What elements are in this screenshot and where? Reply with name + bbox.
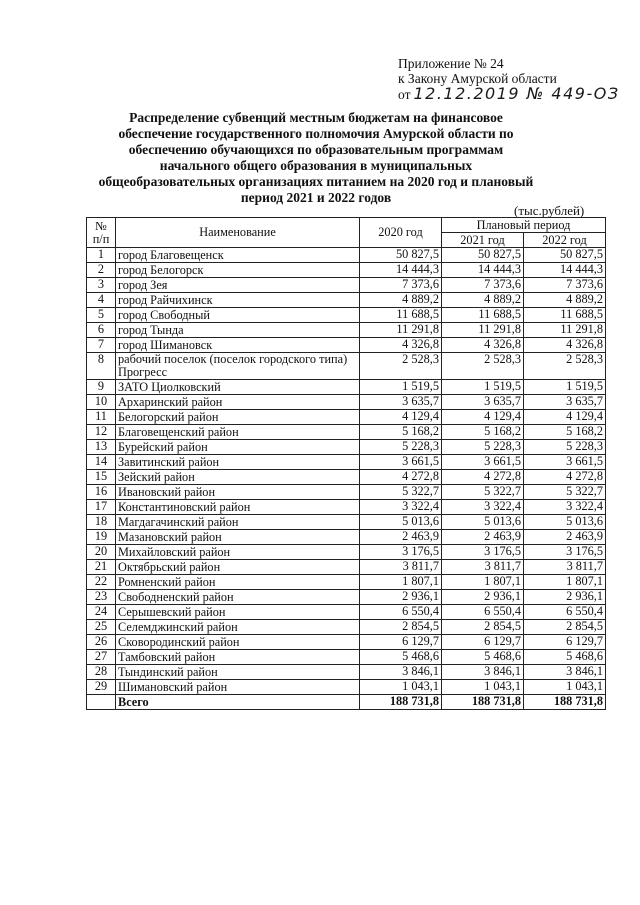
total-label: Всего — [116, 695, 360, 710]
header-2021: 2021 год — [442, 233, 524, 248]
amount-2020: 1 043,1 — [360, 680, 442, 695]
table-row — [87, 635, 606, 650]
document-title: Распределение субвенций местным бюджетам на финансовое обеспечение государственного полномочия Амурской области по обеспечению обучающихся по образовательным программам начального общего образования в муниципальных общеобразовательных организациях питанием на 2020 год и плановый период 2021 и 2022 годов — [98, 110, 534, 205]
municipality-name: Селемджинский район — [116, 620, 360, 635]
amount-2021: 3 176,5 — [442, 545, 524, 560]
municipality-name: Ивановский район — [116, 485, 360, 500]
amount-2022: 6 550,4 — [524, 605, 606, 620]
row-number: 21 — [87, 560, 116, 575]
amount-2020: 5 468,6 — [360, 650, 442, 665]
amount-2020: 3 846,1 — [360, 665, 442, 680]
row-number: 27 — [87, 650, 116, 665]
amount-2020: 3 176,5 — [360, 545, 442, 560]
amount-2022: 4 889,2 — [524, 293, 606, 308]
amount-2022: 2 528,3 — [524, 353, 606, 380]
amount-2022: 3 322,4 — [524, 500, 606, 515]
table-row — [87, 545, 606, 560]
amount-2020: 4 129,4 — [360, 410, 442, 425]
amount-2022: 4 326,8 — [524, 338, 606, 353]
row-number: 18 — [87, 515, 116, 530]
row-number: 24 — [87, 605, 116, 620]
amount-2020: 4 889,2 — [360, 293, 442, 308]
header-number: № п/п — [87, 218, 116, 248]
table-row — [87, 323, 606, 338]
amount-2021: 5 168,2 — [442, 425, 524, 440]
amount-2021: 1 519,5 — [442, 380, 524, 395]
amount-2022: 4 129,4 — [524, 410, 606, 425]
table-row — [87, 470, 606, 485]
amount-2021: 4 272,8 — [442, 470, 524, 485]
municipality-name: Константиновский район — [116, 500, 360, 515]
table-row — [87, 620, 606, 635]
row-number: 29 — [87, 680, 116, 695]
amount-2021: 4 889,2 — [442, 293, 524, 308]
table-body — [87, 248, 606, 710]
amount-2021: 3 846,1 — [442, 665, 524, 680]
amount-2021: 5 228,3 — [442, 440, 524, 455]
table-row — [87, 410, 606, 425]
amount-2021: 4 326,8 — [442, 338, 524, 353]
table-row — [87, 278, 606, 293]
municipality-name: Благовещенский район — [116, 425, 360, 440]
municipality-name: город Тында — [116, 323, 360, 338]
amount-2020: 1 519,5 — [360, 380, 442, 395]
table-row — [87, 650, 606, 665]
municipality-name: Архаринский район — [116, 395, 360, 410]
amount-2020: 14 444,3 — [360, 263, 442, 278]
municipality-name: Ромненский район — [116, 575, 360, 590]
amount-2020: 3 635,7 — [360, 395, 442, 410]
municipality-name: Октябрьский район — [116, 560, 360, 575]
header-2020: 2020 год — [360, 218, 442, 248]
row-number: 22 — [87, 575, 116, 590]
amount-2021: 3 661,5 — [442, 455, 524, 470]
amount-2020: 2 528,3 — [360, 353, 442, 380]
amount-2021: 50 827,5 — [442, 248, 524, 263]
table-row — [87, 560, 606, 575]
municipality-name: Тамбовский район — [116, 650, 360, 665]
municipality-name: Тындинский район — [116, 665, 360, 680]
subvention-table — [86, 217, 606, 710]
municipality-name: рабочий поселок (поселок городского типа) Прогресс — [116, 353, 360, 380]
amount-2022: 3 176,5 — [524, 545, 606, 560]
annex-date-prefix: от — [398, 87, 411, 102]
table-row — [87, 530, 606, 545]
amount-2022: 3 811,7 — [524, 560, 606, 575]
amount-2022: 1 519,5 — [524, 380, 606, 395]
amount-2020: 5 228,3 — [360, 440, 442, 455]
row-number: 19 — [87, 530, 116, 545]
row-number: 13 — [87, 440, 116, 455]
row-number: 20 — [87, 545, 116, 560]
amount-2021: 2 936,1 — [442, 590, 524, 605]
row-number: 6 — [87, 323, 116, 338]
row-number: 26 — [87, 635, 116, 650]
row-number: 10 — [87, 395, 116, 410]
row-number: 28 — [87, 665, 116, 680]
table-row — [87, 485, 606, 500]
amount-2021: 1 043,1 — [442, 680, 524, 695]
amount-2020: 4 272,8 — [360, 470, 442, 485]
amount-2020: 5 013,6 — [360, 515, 442, 530]
amount-2022: 3 846,1 — [524, 665, 606, 680]
table-row — [87, 680, 606, 695]
amount-2022: 5 168,2 — [524, 425, 606, 440]
amount-2020: 6 550,4 — [360, 605, 442, 620]
amount-2022: 14 444,3 — [524, 263, 606, 278]
amount-2021: 14 444,3 — [442, 263, 524, 278]
amount-2022: 1 807,1 — [524, 575, 606, 590]
municipality-name: город Зея — [116, 278, 360, 293]
table-row — [87, 338, 606, 353]
municipality-name: город Белогорск — [116, 263, 360, 278]
amount-2021: 2 528,3 — [442, 353, 524, 380]
row-number: 23 — [87, 590, 116, 605]
amount-2021: 6 129,7 — [442, 635, 524, 650]
annex-law-reference: к Закону Амурской области — [398, 71, 557, 86]
total-number-cell — [87, 695, 116, 710]
amount-2021: 2 854,5 — [442, 620, 524, 635]
table-row — [87, 500, 606, 515]
table-row — [87, 380, 606, 395]
table-row — [87, 353, 606, 380]
header-planned-period: Плановый период — [442, 218, 606, 233]
row-number: 5 — [87, 308, 116, 323]
row-number: 4 — [87, 293, 116, 308]
municipality-name: Мазановский район — [116, 530, 360, 545]
amount-2021: 2 463,9 — [442, 530, 524, 545]
amount-2021: 5 322,7 — [442, 485, 524, 500]
amount-2021: 5 468,6 — [442, 650, 524, 665]
municipality-name: город Райчихинск — [116, 293, 360, 308]
row-number: 2 — [87, 263, 116, 278]
amount-2022: 5 228,3 — [524, 440, 606, 455]
amount-2021: 11 688,5 — [442, 308, 524, 323]
table-row — [87, 263, 606, 278]
amount-2020: 6 129,7 — [360, 635, 442, 650]
header-2022: 2022 год — [524, 233, 606, 248]
municipality-name: Бурейский район — [116, 440, 360, 455]
amount-2021: 3 811,7 — [442, 560, 524, 575]
table-row — [87, 605, 606, 620]
amount-2020: 50 827,5 — [360, 248, 442, 263]
table-row — [87, 665, 606, 680]
amount-2022: 11 688,5 — [524, 308, 606, 323]
row-number: 17 — [87, 500, 116, 515]
header-name: Наименование — [116, 218, 360, 248]
municipality-name: Шимановский район — [116, 680, 360, 695]
amount-2022: 7 373,6 — [524, 278, 606, 293]
total-2022: 188 731,8 — [524, 695, 606, 710]
amount-2022: 2 463,9 — [524, 530, 606, 545]
row-number: 9 — [87, 380, 116, 395]
row-number: 25 — [87, 620, 116, 635]
amount-2022: 2 936,1 — [524, 590, 606, 605]
amount-2020: 2 463,9 — [360, 530, 442, 545]
amount-2020: 11 688,5 — [360, 308, 442, 323]
table-row — [87, 590, 606, 605]
amount-2021: 1 807,1 — [442, 575, 524, 590]
table-row — [87, 248, 606, 263]
amount-2021: 4 129,4 — [442, 410, 524, 425]
row-number: 7 — [87, 338, 116, 353]
amount-2022: 5 013,6 — [524, 515, 606, 530]
amount-2020: 3 322,4 — [360, 500, 442, 515]
amount-2022: 11 291,8 — [524, 323, 606, 338]
row-number: 3 — [87, 278, 116, 293]
table-row — [87, 425, 606, 440]
annex-number: Приложение № 24 — [398, 56, 504, 71]
row-number: 11 — [87, 410, 116, 425]
municipality-name: Серышевский район — [116, 605, 360, 620]
municipality-name: Зейский район — [116, 470, 360, 485]
amount-2022: 6 129,7 — [524, 635, 606, 650]
municipality-name: Магдагачинский район — [116, 515, 360, 530]
amount-2022: 3 635,7 — [524, 395, 606, 410]
amount-2020: 1 807,1 — [360, 575, 442, 590]
total-2021: 188 731,8 — [442, 695, 524, 710]
total-row — [87, 695, 606, 710]
amount-2020: 3 811,7 — [360, 560, 442, 575]
row-number: 12 — [87, 425, 116, 440]
amount-2021: 3 322,4 — [442, 500, 524, 515]
amount-2022: 5 322,7 — [524, 485, 606, 500]
annex-block — [398, 56, 620, 102]
table-row — [87, 515, 606, 530]
table-row — [87, 455, 606, 470]
table-row — [87, 395, 606, 410]
municipality-name: ЗАТО Циолковский — [116, 380, 360, 395]
amount-2021: 6 550,4 — [442, 605, 524, 620]
table-row — [87, 293, 606, 308]
amount-2020: 2 854,5 — [360, 620, 442, 635]
municipality-name: Свободненский район — [116, 590, 360, 605]
row-number: 16 — [87, 485, 116, 500]
annex-date-line — [398, 86, 620, 102]
municipality-name: Михайловский район — [116, 545, 360, 560]
amount-2022: 5 468,6 — [524, 650, 606, 665]
amount-2020: 7 373,6 — [360, 278, 442, 293]
amount-2022: 3 661,5 — [524, 455, 606, 470]
row-number: 8 — [87, 353, 116, 380]
amount-2020: 5 322,7 — [360, 485, 442, 500]
table-row — [87, 440, 606, 455]
amount-2021: 3 635,7 — [442, 395, 524, 410]
amount-2020: 4 326,8 — [360, 338, 442, 353]
row-number: 15 — [87, 470, 116, 485]
amount-2022: 4 272,8 — [524, 470, 606, 485]
amount-2021: 11 291,8 — [442, 323, 524, 338]
municipality-name: город Благовещенск — [116, 248, 360, 263]
municipality-name: город Свободный — [116, 308, 360, 323]
amount-2022: 50 827,5 — [524, 248, 606, 263]
amount-2021: 5 013,6 — [442, 515, 524, 530]
amount-2020: 2 936,1 — [360, 590, 442, 605]
amount-2021: 7 373,6 — [442, 278, 524, 293]
municipality-name: Сковородинский район — [116, 635, 360, 650]
municipality-name: Завитинский район — [116, 455, 360, 470]
amount-2020: 5 168,2 — [360, 425, 442, 440]
amount-2020: 11 291,8 — [360, 323, 442, 338]
table-row — [87, 308, 606, 323]
row-number: 1 — [87, 248, 116, 263]
row-number: 14 — [87, 455, 116, 470]
amount-2022: 1 043,1 — [524, 680, 606, 695]
total-2020: 188 731,8 — [360, 695, 442, 710]
amount-2020: 3 661,5 — [360, 455, 442, 470]
municipality-name: город Шимановск — [116, 338, 360, 353]
amount-2022: 2 854,5 — [524, 620, 606, 635]
municipality-name: Белогорский район — [116, 410, 360, 425]
table-row — [87, 575, 606, 590]
units-label: (тыс.рублей) — [514, 203, 585, 218]
handwritten-date-number: 12.12.2019 № 449-ОЗ — [413, 84, 620, 103]
